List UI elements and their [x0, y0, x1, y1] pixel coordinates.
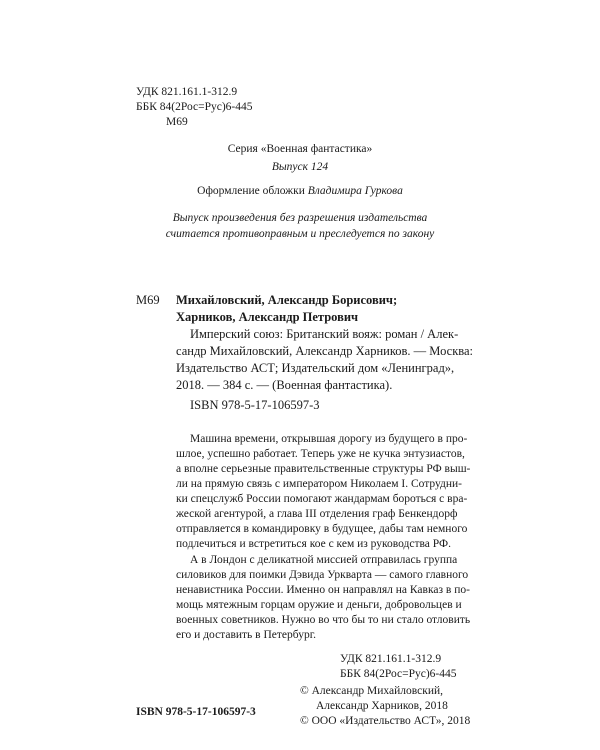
- annotation-line: отправляется в командировку в будущее, дабы там немного: [176, 523, 468, 535]
- annotation-line: силовиков для поимки Дэвида Уркварта — самого главного: [176, 569, 469, 581]
- bottom-bbk-code: ББК 84(2Рос=Рус)6-445: [340, 668, 457, 680]
- annotation-line: его и доставить в Петербург.: [176, 629, 316, 641]
- annotation-line: подлечиться и встретиться кое с кем из руководства РФ.: [176, 538, 451, 550]
- annotation-line: шлое, успешно работает. Теперь уже не кучка энтузиастов,: [176, 448, 465, 460]
- annotation-line: а вполне серьезные правительственные структуры РФ выш-: [176, 463, 471, 475]
- catalog-mark: М69: [136, 293, 160, 307]
- catalog-description-line: 2018. — 384 с. — (Военная фантастика).: [176, 378, 393, 392]
- series-line: Серия «Военная фантастика»: [227, 143, 373, 155]
- udk-code: УДК 821.161.1-312.9: [136, 86, 238, 98]
- catalog-authors-line1: Михайловский, Александр Борисович;: [176, 293, 398, 307]
- series-issue: Выпуск 124: [271, 161, 329, 173]
- annotation-line: мощь мятежным горцам оружие и деньги, добровольцев и: [176, 599, 462, 611]
- author-mark: М69: [166, 116, 188, 128]
- annotation-line: Машина времени, открывшая дорогу из будущего в про-: [190, 433, 468, 445]
- catalog-description-line: Имперский союз: Британский вояж: роман / Алек-: [190, 327, 459, 341]
- catalog-description-line: сандр Михайловский, Александр Харников. — Москва:: [176, 344, 474, 358]
- annotation-line: ненавистника России. Именно он направлял на Кавказ в по-: [176, 584, 470, 596]
- annotation-line: жеской агентурой, а глава III отделения граф Бенкендорф: [176, 508, 458, 520]
- catalog-description-line: Издательство АСТ; Издательский дом «Ленинград»,: [176, 361, 455, 375]
- bbk-code: ББК 84(2Рос=Рус)6-445: [136, 101, 253, 113]
- copyright-warning-line1: Выпуск произведения без разрешения издательства: [172, 212, 428, 224]
- annotation-line: ли на прямую связь с императором Николаем I. Сотрудни-: [176, 478, 462, 490]
- annotation-line: ки спецслужб России помогают жандармам бороться с вра-: [176, 493, 468, 505]
- copyright-line2: Александр Харников, 2018: [316, 700, 448, 712]
- catalog-authors-line2: Харников, Александр Петрович: [176, 310, 359, 324]
- copyright-warning-line2: считается противоправным и преследуется по закону: [165, 228, 435, 240]
- catalog-isbn: ISBN 978-5-17-106597-3: [190, 398, 320, 412]
- copyright-line3: © ООО «Издательство АСТ», 2018: [300, 715, 471, 727]
- bottom-isbn: ISBN 978-5-17-106597-3: [136, 706, 256, 718]
- cover-designer-name: Владимира Гуркова: [307, 185, 403, 197]
- cover-design-credit: [0, 185, 600, 197]
- annotation-line: военных советников. Нужно во что бы то ни стало отловить: [176, 614, 471, 626]
- bottom-udk-code: УДК 821.161.1-312.9: [340, 653, 442, 665]
- annotation-line: А в Лондон с деликатной миссией отправилась группа: [190, 554, 458, 566]
- cover-design-label: Оформление обложки: [197, 185, 308, 197]
- copyright-line1: © Александр Михайловский,: [300, 685, 444, 697]
